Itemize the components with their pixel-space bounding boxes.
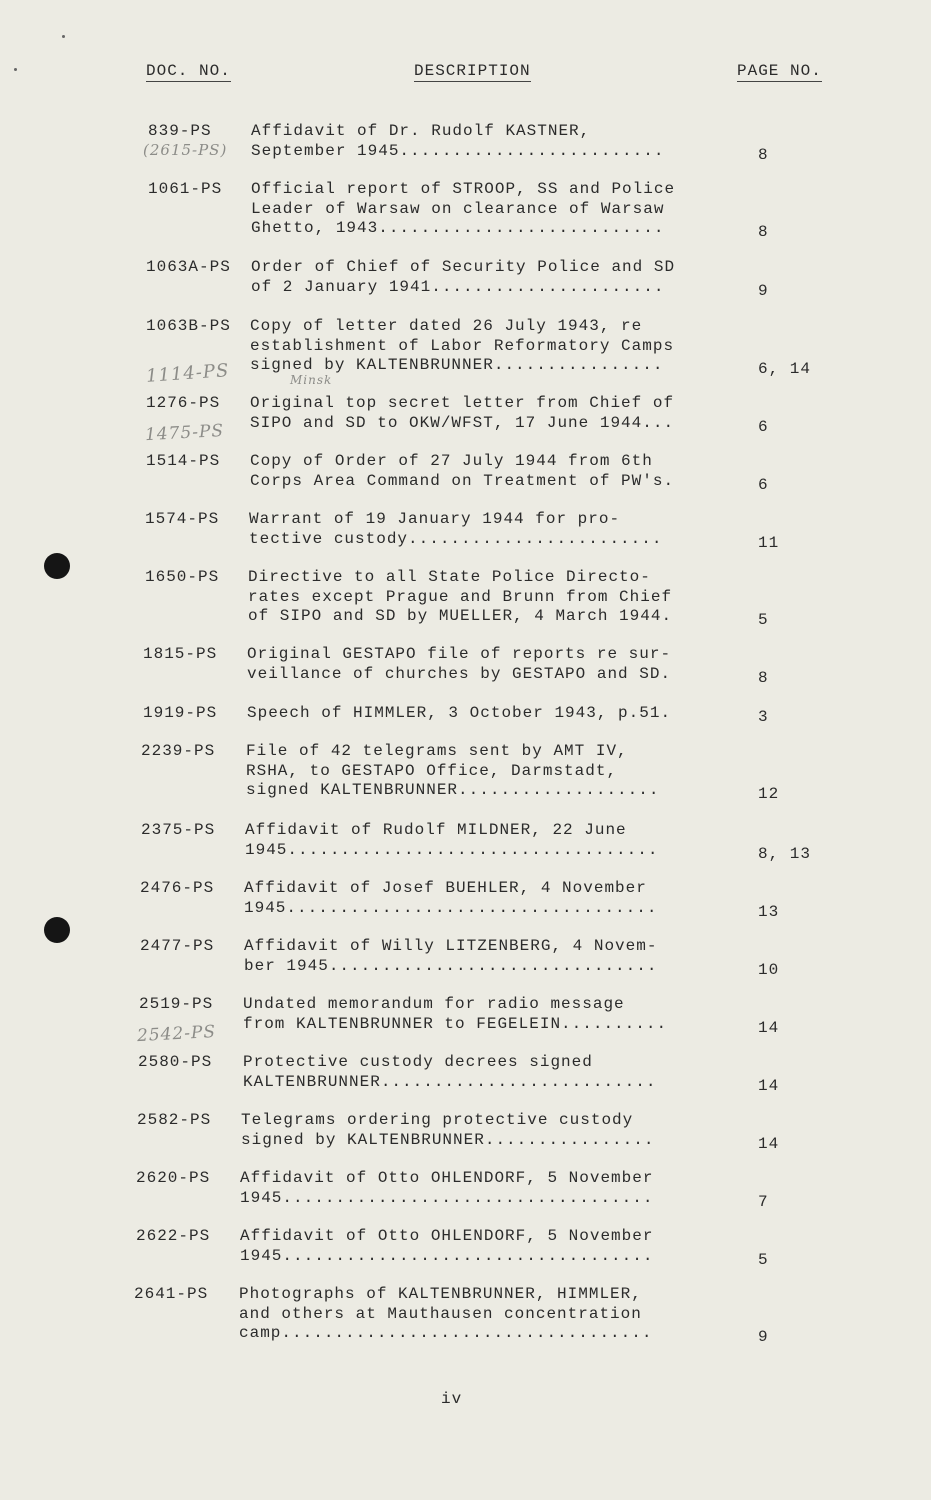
page-number: iv xyxy=(441,1390,463,1408)
handwritten-note: Minsk xyxy=(290,373,333,387)
punch-hole xyxy=(44,917,70,943)
handwritten-note: 1114-PS xyxy=(145,360,230,387)
doc-number: 2582-PS xyxy=(137,1111,212,1129)
doc-number: 2476-PS xyxy=(140,879,215,897)
doc-number: 2477-PS xyxy=(140,937,215,955)
description-line: Undated memorandum for radio message xyxy=(243,995,625,1013)
description-line: Official report of STROOP, SS and Police xyxy=(251,180,676,198)
description xyxy=(240,1227,740,1266)
description-line: tective custody........................ xyxy=(249,529,663,548)
paper-speck xyxy=(14,68,17,71)
page-reference: 14 xyxy=(758,1018,780,1037)
doc-number: 1276-PS xyxy=(146,394,221,412)
description-line: and others at Mauthausen concentration xyxy=(239,1304,642,1323)
doc-number: 1061-PS xyxy=(148,180,223,198)
description-line: of SIPO and SD by MUELLER, 4 March 1944. xyxy=(248,607,673,625)
page-reference: 11 xyxy=(758,533,780,552)
page-reference: 5 xyxy=(758,1250,769,1269)
description xyxy=(240,1169,740,1208)
description-line: Telegrams ordering protective custody xyxy=(241,1111,634,1129)
description-line: veillance of churches by GESTAPO and SD. xyxy=(247,664,672,683)
header-page-no: PAGE NO. xyxy=(737,62,822,80)
doc-number: 2519-PS xyxy=(139,995,214,1013)
description-line: Original top secret letter from Chief of xyxy=(250,394,675,412)
page-reference: 9 xyxy=(758,1328,769,1346)
handwritten-note: (2615-PS) xyxy=(143,141,228,159)
description-line: Affidavit of Otto OHLENDORF, 5 November xyxy=(240,1227,654,1245)
header-doc-no: DOC. NO. xyxy=(146,62,231,80)
description xyxy=(244,937,744,976)
description-line: ber 1945............................... xyxy=(244,956,658,975)
doc-number: 839-PS xyxy=(148,122,212,140)
description-line: 1945................................... xyxy=(244,898,658,917)
description-line: rates except Prague and Brunn from Chief xyxy=(248,587,673,606)
description xyxy=(246,742,746,801)
description xyxy=(243,995,743,1034)
description-line: Affidavit of Dr. Rudolf KASTNER, xyxy=(251,122,591,140)
description xyxy=(247,704,747,724)
description xyxy=(245,821,745,860)
description-line: File of 42 telegrams sent by AMT IV, xyxy=(246,742,628,760)
page-reference: 3 xyxy=(758,708,769,726)
description-line: Copy of Order of 27 July 1944 from 6th xyxy=(250,452,653,470)
page-reference: 8 xyxy=(758,145,769,164)
description-line: Leader of Warsaw on clearance of Warsaw xyxy=(251,199,665,218)
description-line: Ghetto, 1943........................... xyxy=(251,219,665,237)
description-line: Protective custody decrees signed xyxy=(243,1053,593,1071)
page-reference: 10 xyxy=(758,960,780,979)
description-line: establishment of Labor Reformatory Camps xyxy=(250,336,675,355)
description-line: from KALTENBRUNNER to FEGELEIN.......... xyxy=(243,1014,668,1033)
description-line: Original GESTAPO file of reports re sur- xyxy=(247,645,672,663)
description xyxy=(250,394,750,433)
description-line: Speech of HIMMLER, 3 October 1943, p.51. xyxy=(247,704,672,722)
description xyxy=(239,1285,739,1344)
page-reference: 14 xyxy=(758,1076,780,1095)
description-line: 1945................................... xyxy=(245,840,659,859)
description-line: Copy of letter dated 26 July 1943, re xyxy=(250,317,643,335)
description-line: 1945................................... xyxy=(240,1188,654,1207)
doc-number: 2375-PS xyxy=(141,821,216,839)
description xyxy=(250,317,750,376)
doc-number: 2239-PS xyxy=(141,742,216,760)
description-line: signed by KALTENBRUNNER................ xyxy=(241,1130,655,1149)
description-line: of 2 January 1941...................... xyxy=(251,277,665,296)
description xyxy=(248,568,748,627)
handwritten-note: 2542-PS xyxy=(136,1021,217,1047)
page-reference: 8 xyxy=(758,668,769,687)
page-reference: 14 xyxy=(758,1134,780,1153)
description xyxy=(251,180,751,239)
doc-number: 1815-PS xyxy=(143,645,218,663)
description-line: Affidavit of Willy LITZENBERG, 4 Novem- xyxy=(244,937,658,955)
paper-speck xyxy=(62,35,65,38)
description-line: Warrant of 19 January 1944 for pro- xyxy=(249,510,621,528)
doc-number: 1514-PS xyxy=(146,452,221,470)
description-line: Affidavit of Josef BUEHLER, 4 November xyxy=(244,879,647,897)
page-reference: 8, 13 xyxy=(758,844,812,863)
description xyxy=(243,1053,743,1092)
description xyxy=(251,258,751,297)
page-reference: 9 xyxy=(758,281,769,300)
page-reference: 7 xyxy=(758,1192,769,1211)
page-reference: 13 xyxy=(758,902,780,921)
doc-number: 2622-PS xyxy=(136,1227,211,1245)
description-line: KALTENBRUNNER.......................... xyxy=(243,1072,657,1091)
doc-number: 2620-PS xyxy=(136,1169,211,1187)
page-reference: 6 xyxy=(758,475,769,494)
header-description: DESCRIPTION xyxy=(414,62,531,80)
page-reference: 6, 14 xyxy=(758,360,812,378)
description-line: signed KALTENBRUNNER................... xyxy=(246,781,660,799)
doc-number: 1063A-PS xyxy=(146,258,231,276)
doc-number: 2641-PS xyxy=(134,1285,209,1303)
description-line: Affidavit of Otto OHLENDORF, 5 November xyxy=(240,1169,654,1187)
handwritten-note: 1475-PS xyxy=(144,420,225,446)
description-line: Order of Chief of Security Police and SD xyxy=(251,258,676,276)
page-reference: 12 xyxy=(758,785,780,803)
page-reference: 5 xyxy=(758,611,769,629)
doc-number: 1063B-PS xyxy=(146,317,231,335)
description xyxy=(250,452,750,491)
description xyxy=(251,122,751,161)
doc-number: 1574-PS xyxy=(145,510,220,528)
doc-number: 1919-PS xyxy=(143,704,218,722)
description-line: SIPO and SD to OKW/WFST, 17 June 1944... xyxy=(250,413,675,432)
description xyxy=(241,1111,741,1150)
description xyxy=(249,510,749,549)
description-line: Directive to all State Police Directo- xyxy=(248,568,651,586)
page-reference: 6 xyxy=(758,417,769,436)
doc-number: 1650-PS xyxy=(145,568,220,586)
description-line: September 1945......................... xyxy=(251,141,665,160)
description xyxy=(247,645,747,684)
description-line: 1945................................... xyxy=(240,1246,654,1265)
page-reference: 8 xyxy=(758,223,769,241)
punch-hole xyxy=(44,553,70,579)
description xyxy=(244,879,744,918)
description-line: camp................................... xyxy=(239,1324,653,1342)
doc-number: 2580-PS xyxy=(138,1053,213,1071)
description-line: RSHA, to GESTAPO Office, Darmstadt, xyxy=(246,761,618,780)
description-line: signed by KALTENBRUNNER................ xyxy=(250,356,664,374)
description-line: Corps Area Command on Treatment of PW's. xyxy=(250,471,675,490)
description-line: Affidavit of Rudolf MILDNER, 22 June xyxy=(245,821,627,839)
description-line: Photographs of KALTENBRUNNER, HIMMLER, xyxy=(239,1285,642,1303)
